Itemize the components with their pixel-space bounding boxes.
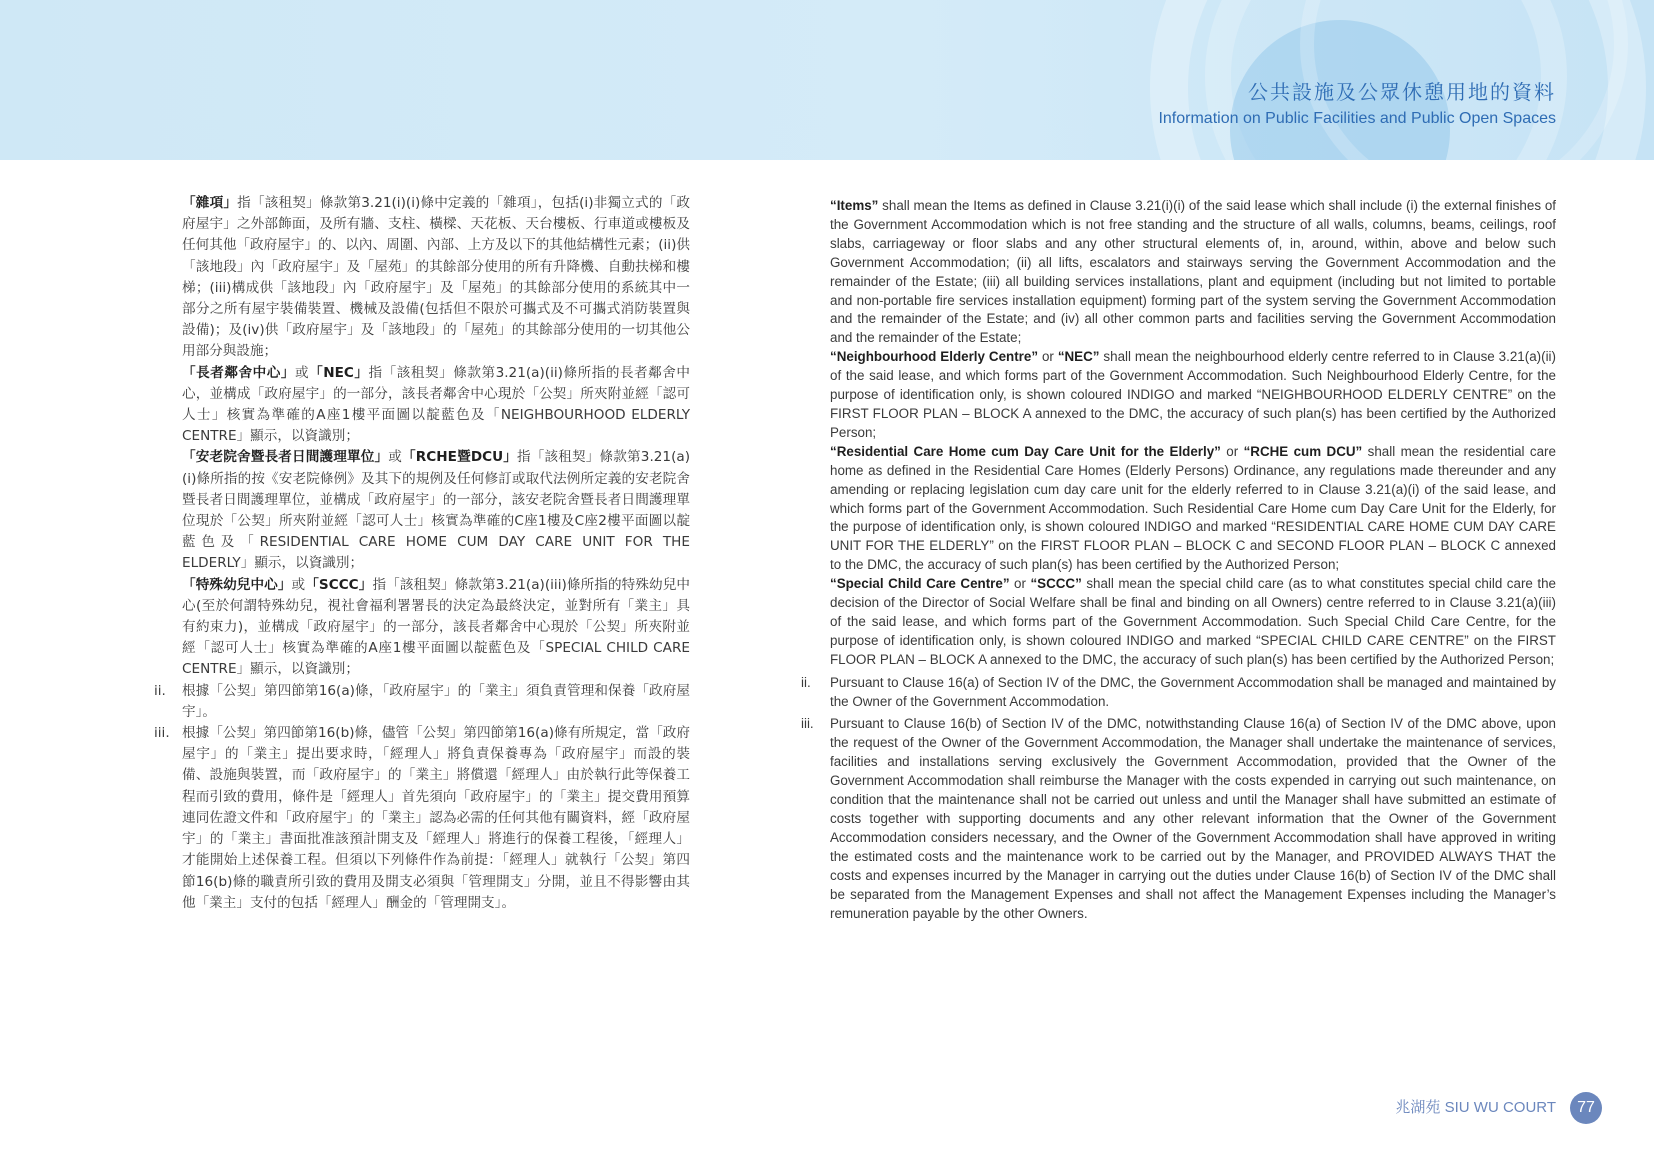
definition-term: “Special Child Care Centre” bbox=[830, 576, 1010, 592]
definition-term: “Neighbourhood Elderly Centre” bbox=[830, 349, 1039, 365]
definition-term: 「特殊幼兒中心」 bbox=[182, 576, 292, 593]
definition-rche-en: “Residential Care Home cum Day Care Unit for the Elderly” or “RCHE cum DCU” shall mean the residential care home as defined in the Residential Care Homes (Elderly Persons) Ordinance, any regulations made thereunder and any amending or replacing legislation cum day care unit for the elderly referred to in Clause 3.21(a)(i) of the said lease, and which forms part of the Government Accommodation. Such Residential Care Home cum Day Care Unit for the Elderly, for the purpose of identification only, is shown coloured INDIGO and marked “RESIDENTIAL CARE HOME CUM DAY CARE UNIT FOR THE ELDERLY” on the FIRST FLOOR PLAN – BLOCK C and SECOND FLOOR PLAN – BLOCK C annexed to the DMC, the accuracy of such plan(s) has been certified by the Authorized Person; bbox=[830, 443, 1556, 573]
definition-abbreviation: “NEC” bbox=[1057, 349, 1100, 365]
section-title bbox=[1158, 80, 1556, 130]
definition-text: 指「該租契」條款第3.21(i)(i)條中定義的「雜項」，包括(i)非獨立式的「政府屋宇」之外部飾面，及所有牆、支柱、橫樑、天花板、天台樓板、行車道或樓板及任何其他「政府屋宇」的、以內、周圍、內部、上方及以下的其他結構性元素；(ii)供「該地段」內「政府屋宇」及「屋苑」的其餘部分使用的所有升降機、自動扶梯和樓梯；(iii)構成供「該地段」內「政府屋宇」及「屋苑」的其餘部分使用的系統其中一部分之所有屋宇裝備裝置、機械及設備(包括但不限於可攜式及不可攜式消防裝置與設備)；及(iv)供「政府屋宇」及「該地段」的「屋苑」的其餘部分使用的一切其他公用部分與設施； bbox=[182, 195, 690, 360]
definition-text: shall mean the special child care (as to what constitutes special child care the decision of the Director of Social Welfare shall be final and binding on all Owners) centre referred to in Clause 3.21(a)(iii) of the said lease, and which forms part of the Government Accommodation. Such Special Child Care Centre, for the purpose of identification only, is shown coloured INDIGO and marked “SPECIAL CHILD CARE CENTRE” on the FIRST FLOOR PLAN – BLOCK A annexed to the DMC, the accuracy of such plan(s) has been certified by the Authorized Person; bbox=[830, 576, 1556, 667]
clause-iii-zh bbox=[150, 723, 690, 914]
definition-text: 指「該租契」條款第3.21(a)(iii)條所指的特殊幼兒中心(至於何謂特殊幼兒，視社會福利署署長的決定為最終決定，並對所有「業主」具有約束力)，並構成「政府屋宇」的一部分，該長者鄰舍中心現於「公契」所夾附並經「認可人士」核實為準確的A座1樓平面圖以靛藍色及「SPECIAL CHILD CARE CENTRE」顯示，以資識別； bbox=[182, 576, 691, 678]
header-banner bbox=[0, 0, 1654, 160]
estate-name-zh: 兆湖苑 bbox=[1395, 1099, 1441, 1116]
list-number: iii. bbox=[154, 725, 170, 742]
definition-text: shall mean the residential care home as defined in the Residential Care Homes (Elderly Persons) Ordinance, any regulations made thereunder and any amending or replacing legislation cum day care unit for the elderly referred to in Clause 3.21(a)(i) of the said lease, and which forms part of the Government Accommodation. Such Residential Care Home cum Day Care Unit for the Elderly, for the purpose of identification only, is shown coloured INDIGO and marked “RESIDENTIAL CARE HOME CUM DAY CARE UNIT FOR THE ELDERLY” on the FIRST FLOOR PLAN – BLOCK C and SECOND FLOOR PLAN – BLOCK C annexed to the DMC, the accuracy of such plan(s) has been certified by the Authorized Person; bbox=[830, 443, 1556, 573]
list-number: ii. bbox=[154, 682, 166, 699]
section-title-zh: 公共設施及公眾休憩用地的資料 bbox=[1248, 82, 1556, 104]
clause-text: Pursuant to Clause 16(a) of Section IV of the DMC, the Government Accommodation shall be managed and maintained by the Owner of the Government Accommodation. bbox=[830, 674, 1556, 709]
estate-name-en: SIU WU COURT bbox=[1444, 1099, 1556, 1116]
definition-term: 「安老院舍暨長者日間護理單位」 bbox=[182, 449, 389, 466]
definition-term: 「雜項」 bbox=[182, 195, 238, 211]
definition-items-en bbox=[798, 197, 1556, 348]
english-column bbox=[798, 197, 1556, 923]
definition-items-zh bbox=[150, 193, 690, 363]
chinese-column bbox=[150, 193, 690, 914]
definition-term: “Items” bbox=[830, 198, 879, 213]
footer-estate-name bbox=[1395, 1092, 1556, 1124]
definition-text: 指「該租契」條款第3.21(a)(i)條所指的按《安老院條例》及其下的規例及任何修訂或取代法例所定義的安老院舍暨長者日間護理單位，並構成「政府屋宇」的一部分，該安老院舍暨長者日間護理單位現於「公契」所夾附並經「認可人士」核實為準確的C座1樓及C座2樓平面圖以靛藍色及「RESIDENTIAL CARE HOME CUM DAY CARE UNIT FOR THE ELDERLY」顯示，以資識別； bbox=[182, 449, 691, 572]
clause-text: Pursuant to Clause 16(b) of Section IV of the DMC, notwithstanding Clause 16(a) of Section IV of the DMC above, upon the request of the Owner of the Government Accommodation, the Manager shall undertake the maintenance of services, facilities and installations serving exclusively the Government Accommodation, provided that the Owner of the Government Accommodation shall reimburse the Manager with the costs expended in carrying out such maintenance, on condition that the maintenance shall not be carried out unless and until the Manager shall have submitted an estimate of costs together with supporting documents and any other relevant information that the Owner of the Government Accommodation considers necessary, and the Owner of the Government Accommodation shall have approved in writing the estimated costs and the maintenance work to be carried out by the Manager, and PROVIDED ALWAYS THAT the costs and expenses incurred by the Manager in carrying out the duties under Clause 16(b) of Section IV of the DMC shall be separated from the Management Expenses and shall not affect the Management Expenses including the Manager’s remuneration payable by the other Owners. bbox=[830, 716, 1556, 921]
section-title-en: Information on Public Facilities and Public Open Spaces bbox=[1158, 110, 1556, 127]
clause-text: 根據「公契」第四節第16(a)條，「政府屋宇」的「業主」須負責管理和保養「政府屋宇」。 bbox=[182, 682, 690, 720]
definition-sccc-zh: 「特殊幼兒中心」或「SCCC」指「該租契」條款第3.21(a)(iii)條所指的特殊幼兒中心(至於何謂特殊幼兒，視社會福利署署長的決定為最終決定，並對所有「業主」具有約束力)，並構成「政府屋宇」的一部分，該長者鄰舍中心現於「公契」所夾附並經「認可人士」核實為準確的A座1樓平面圖以靛藍色及「SPECIAL CHILD CARE CENTRE」顯示，以資識別； bbox=[182, 576, 691, 678]
definition-text: shall mean the neighbourhood elderly centre referred to in Clause 3.21(a)(ii) of the said lease, and which forms part of the Government Accommodation. Such Neighbourhood Elderly Centre, for the purpose of identification only, is shown coloured INDIGO and marked “NEIGHBOURHOOD ELDERLY CENTRE” on the FIRST FLOOR PLAN – BLOCK A annexed to the DMC, the accuracy of such plan(s) has been certified by the Authorized Person; bbox=[830, 349, 1556, 440]
clause-ii-zh bbox=[150, 681, 690, 723]
page-number: 77 bbox=[1570, 1092, 1602, 1124]
definition-abbreviation: “RCHE cum DCU” bbox=[1243, 443, 1363, 459]
definition-text: shall mean the Items as defined in Clause 3.21(i)(i) of the said lease which shall include (i) the external finishes of the Government Accommodation which is not free standing and the structure of all walls, columns, beams, ceilings, roof slabs, carriageway or floor slabs and any other structural elements of, in, around, within, above and below such Government Accommodation; (ii) all lifts, escalators and stairways serving the Government Accommodation and the remainder of the Estate; (iii) all building services installations, plant and equipment (including but not limited to portable and non-portable fire services installation equipment) forming part of the system serving the Government Accommodation and the remainder of the Estate; and (iv) all other common parts and facilities serving the Government Accommodation and the remainder of the Estate; bbox=[830, 198, 1556, 346]
list-number: iii. bbox=[801, 716, 814, 732]
clause-iii-en bbox=[798, 715, 1556, 923]
definition-text: 指「該租契」條款第3.21(a)(ii)條所指的長者鄰舍中心，並構成「政府屋宇」的一部分，該長者鄰舍中心現於「公契」所夾附並經「認可人士」核實為準確的A座1樓平面圖以靛藍色及「NEIGHBOURHOOD ELDERLY CENTRE」顯示，以資識別； bbox=[182, 364, 691, 445]
definition-term: “Residential Care Home cum Day Care Unit for the Elderly” bbox=[830, 443, 1221, 459]
definition-abbreviation: 「SCCC」 bbox=[305, 576, 373, 593]
definition-abbreviation: 「NEC」 bbox=[309, 364, 369, 381]
definition-nec-zh: 「長者鄰舍中心」或「NEC」指「該租契」條款第3.21(a)(ii)條所指的長者鄰舍中心，並構成「政府屋宇」的一部分，該長者鄰舍中心現於「公契」所夾附並經「認可人士」核實為準確的A座1樓平面圖以靛藍色及「NEIGHBOURHOOD ELDERLY CENTRE」顯示，以資識別； bbox=[182, 364, 691, 445]
definition-abbreviation: “SCCC” bbox=[1030, 576, 1082, 592]
definition-sccc-en: “Special Child Care Centre” or “SCCC” shall mean the special child care (as to what constitutes special child care the decision of the Director of Social Welfare shall be final and binding on all Owners) centre referred to in Clause 3.21(a)(iii) of the said lease, and which forms part of the Government Accommodation. Such Special Child Care Centre, for the purpose of identification only, is shown coloured INDIGO and marked “SPECIAL CHILD CARE CENTRE” on the FIRST FLOOR PLAN – BLOCK A annexed to the DMC, the accuracy of such plan(s) has been certified by the Authorized Person; bbox=[830, 576, 1556, 667]
definition-rche-zh: 「安老院舍暨長者日間護理單位」或「RCHE暨DCU」指「該租契」條款第3.21(a)(i)條所指的按《安老院條例》及其下的規例及任何修訂或取代法例所定義的安老院舍暨長者日間護理單位，並構成「政府屋宇」的一部分，該安老院舍暨長者日間護理單位現於「公契」所夾附並經「認可人士」核實為準確的C座1樓及C座2樓平面圖以靛藍色及「RESIDENTIAL CARE HOME CUM DAY CARE UNIT FOR THE ELDERLY」顯示，以資識別； bbox=[182, 449, 691, 572]
definition-nec-en: “Neighbourhood Elderly Centre” or “NEC” shall mean the neighbourhood elderly centre referred to in Clause 3.21(a)(ii) of the said lease, and which forms part of the Government Accommodation. Such Neighbourhood Elderly Centre, for the purpose of identification only, is shown coloured INDIGO and marked “NEIGHBOURHOOD ELDERLY CENTRE” on the FIRST FLOOR PLAN – BLOCK A annexed to the DMC, the accuracy of such plan(s) has been certified by the Authorized Person; bbox=[830, 349, 1556, 440]
clause-ii-en bbox=[798, 674, 1556, 712]
list-number: ii. bbox=[801, 674, 811, 690]
definition-term: 「長者鄰舍中心」 bbox=[182, 364, 295, 381]
definition-abbreviation: 「RCHE暨DCU」 bbox=[402, 449, 518, 466]
clause-text: 根據「公契」第四節第16(b)條，儘管「公契」第四節第16(a)條有所規定，當「政府屋宇」的「業主」提出要求時，「經理人」將負責保養專為「政府屋宇」而設的裝備、設施與裝置，而「政府屋宇」的「業主」將償還「經理人」由於執行此等保養工程而引致的費用，條件是「經理人」首先須向「政府屋宇」的「業主」提交費用預算連同佐證文件和「政府屋宇」的「業主」認為必需的任何其他有關資料，經「政府屋宇」的「業主」書面批准該預計開支及「經理人」將進行的保養工程後，「經理人」才能開始上述保養工程。但須以下列條件作為前提：「經理人」就執行「公契」第四節16(b)條的職責所引致的費用及開支必須與「管理開支」分開，並且不得影響由其他「業主」支付的包括「經理人」酬金的「管理開支」。 bbox=[182, 725, 690, 911]
